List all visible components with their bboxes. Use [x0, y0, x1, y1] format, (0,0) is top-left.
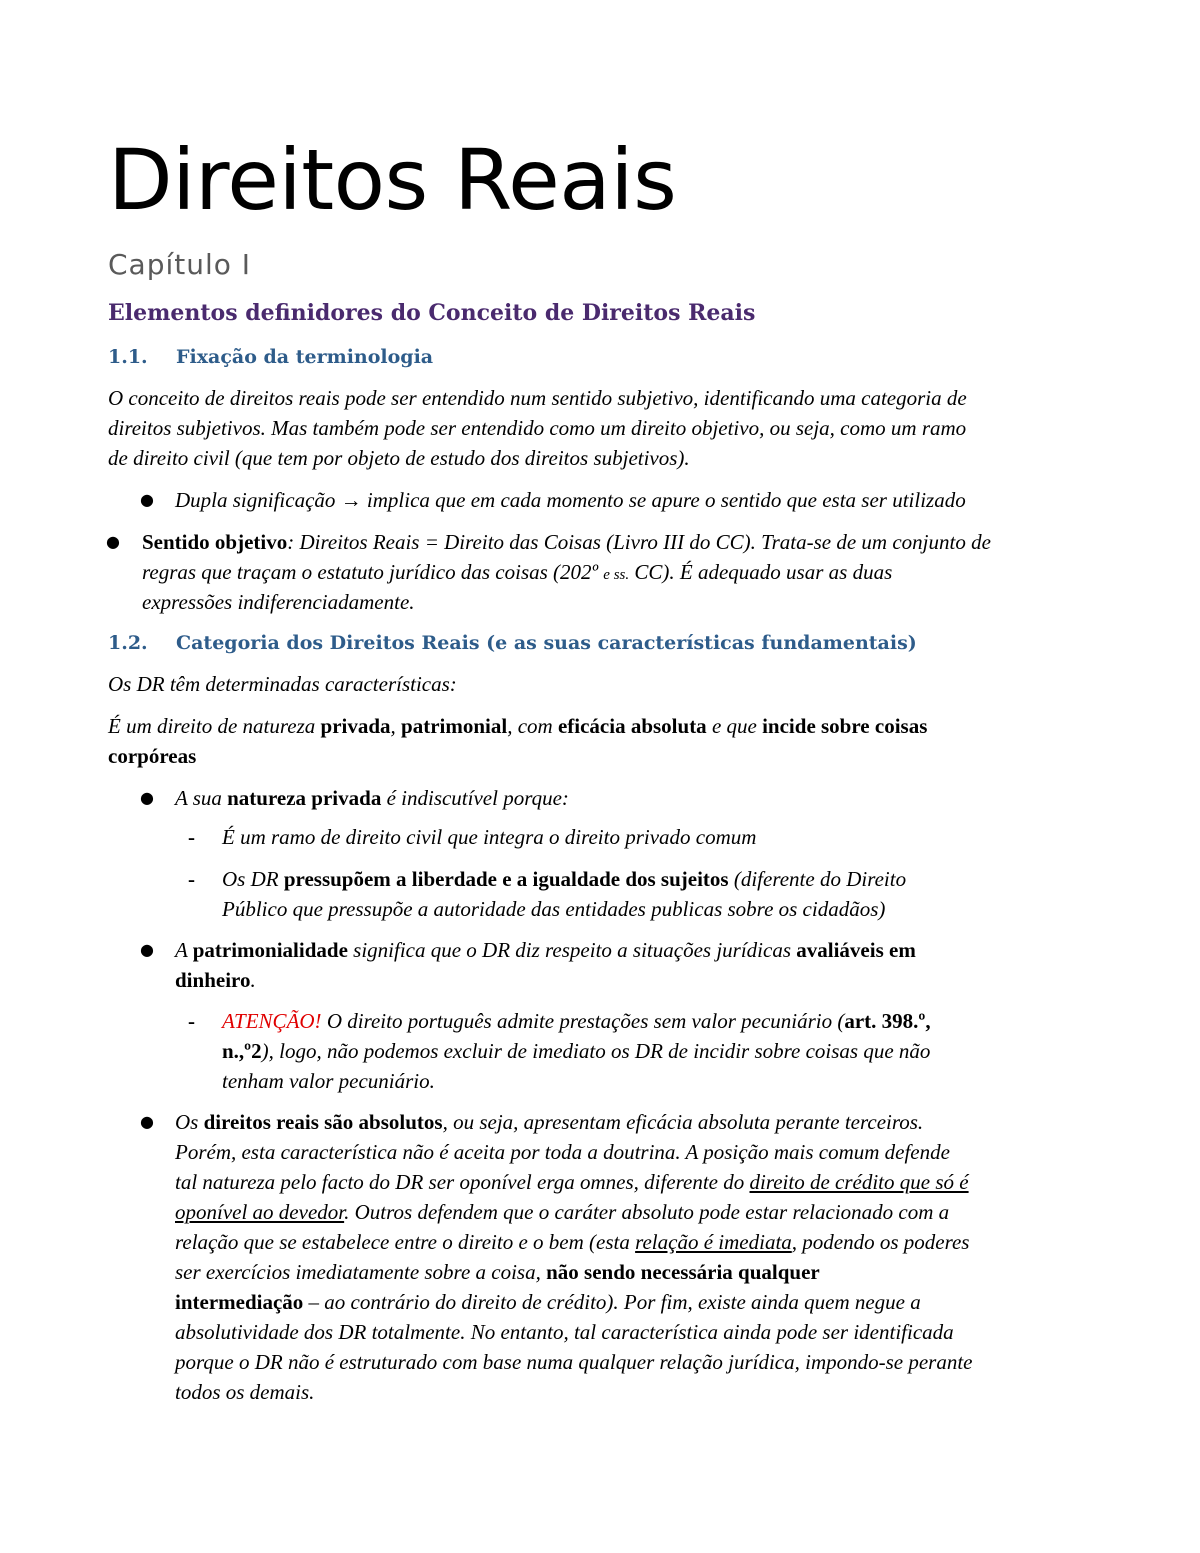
dash-icon: - — [188, 1009, 195, 1033]
subsection-number: 1.2. — [108, 632, 148, 654]
bullet-text: todos os demais. — [175, 1380, 315, 1404]
subsection-heading-1-1 — [108, 342, 433, 372]
bullet-icon: ● — [140, 940, 154, 959]
paragraph-line: Os DR têm determinadas características: — [108, 672, 457, 696]
sub-bullet-text: É um ramo de direito civil que integra o direito privado comum — [222, 825, 757, 849]
bullet-text: ser exercícios imediatamente sobre a coisa, não sendo necessária qualquer — [175, 1260, 820, 1284]
bullet-text: Porém, esta característica não é aceita por toda a doutrina. A posição mais comum defende — [175, 1140, 950, 1164]
bullet-icon: ● — [106, 532, 120, 551]
bullet-text: Dupla significação → implica que em cada momento se apure o sentido que esta ser utilizado — [175, 488, 966, 512]
bullet-text: tal natureza pelo facto do DR ser oponível erga omnes, diferente do direito de crédito que só é — [175, 1170, 969, 1194]
bullet-text: Sentido objetivo: Direitos Reais = Direito das Coisas (Livro III do CC). Trata-se de um conjunto de — [142, 530, 991, 554]
dash-icon: - — [188, 825, 195, 849]
bullet-text: regras que traçam o estatuto jurídico das coisas (202º e ss. CC). É adequado usar as duas — [142, 560, 893, 584]
sub-bullet-text: n.,º2), logo, não podemos excluir de imediato os DR de incidir sobre coisas que não — [222, 1039, 931, 1063]
chapter-subtitle: Capítulo I — [108, 248, 252, 281]
bullet-icon: ● — [140, 490, 154, 509]
bullet-text: A patrimonialidade significa que o DR diz respeito a situações jurídicas avaliáveis em — [175, 938, 916, 962]
sub-bullet-text: Público que pressupõe a autoridade das entidades publicas sobre os cidadãos) — [222, 897, 886, 921]
subsection-title: Fixação da terminologia — [176, 346, 434, 368]
warning-label: ATENÇÃO! — [222, 1009, 322, 1033]
bullet-text: expressões indiferenciadamente. — [142, 590, 415, 614]
bullet-text: oponível ao devedor. Outros defendem que o caráter absoluto pode estar relacionado com a — [175, 1200, 950, 1224]
document-title: Direitos Reais — [108, 131, 677, 229]
bullet-text: relação que se estabelece entre o direito e o bem (esta relação é imediata, podendo os poderes — [175, 1230, 970, 1254]
sub-bullet-text: tenham valor pecuniário. — [222, 1069, 435, 1093]
subsection-title: Categoria dos Direitos Reais (e as suas características fundamentais) — [176, 632, 917, 654]
bold-term: Sentido objetivo — [142, 530, 288, 554]
bullet-icon: ● — [140, 1112, 154, 1131]
bullet-text: porque o DR não é estruturado com base numa qualquer relação jurídica, impondo-se perante — [175, 1350, 973, 1374]
subsection-number: 1.1. — [108, 346, 148, 368]
dash-icon: - — [188, 867, 195, 891]
paragraph-line: direitos subjetivos. Mas também pode ser entendido como um direito objetivo, ou seja, como um ramo — [108, 416, 967, 440]
bullet-icon: ● — [140, 788, 154, 807]
definition-line: É um direito de natureza privada, patrimonial, com eficácia absoluta e que incide sobre coisas — [108, 714, 928, 738]
bullet-text: dinheiro. — [175, 968, 256, 992]
section-heading: Elementos definidores do Conceito de Direitos Reais — [108, 300, 756, 326]
sub-bullet-text: ATENÇÃO! O direito português admite prestações sem valor pecuniário (art. 398.º, — [222, 1009, 931, 1033]
bullet-text: absolutividade dos DR totalmente. No entanto, tal característica ainda pode ser identificada — [175, 1320, 954, 1344]
definition-line: corpóreas — [108, 744, 197, 768]
paragraph-line: de direito civil (que tem por objeto de estudo dos direitos subjetivos). — [108, 446, 690, 470]
subsection-heading-1-2 — [108, 628, 917, 658]
bullet-text: A sua natureza privada é indiscutível porque: — [175, 786, 569, 810]
sub-bullet-text: Os DR pressupõem a liberdade e a igualdade dos sujeitos (diferente do Direito — [222, 867, 907, 891]
bullet-text: intermediação – ao contrário do direito de crédito). Por fim, existe ainda quem negue a — [175, 1290, 921, 1314]
paragraph-line: O conceito de direitos reais pode ser entendido num sentido subjetivo, identificando uma categoria de — [108, 386, 967, 410]
bullet-text: Os direitos reais são absolutos, ou seja, apresentam eficácia absoluta perante terceiros. — [175, 1110, 924, 1134]
